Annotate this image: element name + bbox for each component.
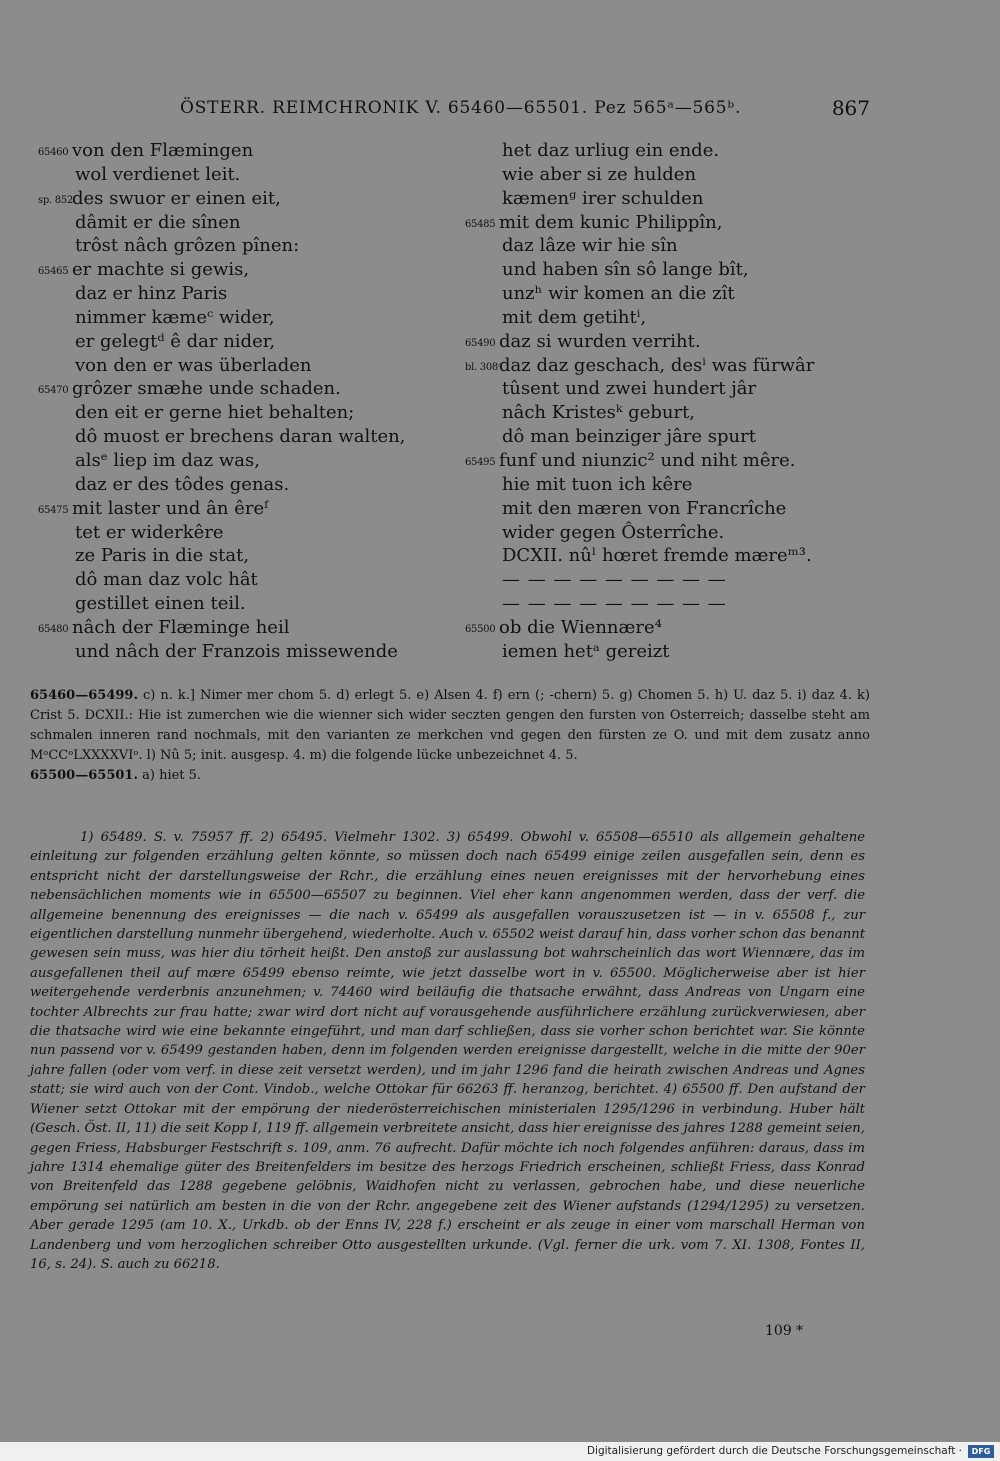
verse-line	[38, 234, 458, 258]
verse-text: ze Paris in die stat,	[75, 545, 250, 567]
verse-line	[465, 282, 865, 306]
line-number: 65475	[38, 504, 69, 516]
verse-line	[38, 377, 458, 401]
verse-text: — — — — — — — — —	[502, 593, 727, 615]
verse-line	[465, 354, 865, 378]
verse-line	[38, 544, 458, 568]
verse-column-right	[465, 139, 865, 664]
verse-text: tûsent und zwei hundert jâr	[502, 378, 757, 400]
verse-line	[38, 139, 458, 163]
verse-line	[38, 616, 458, 640]
verse-line	[38, 282, 458, 306]
apparatus-range: 65460—65499.	[30, 688, 138, 703]
verse-line	[465, 521, 865, 545]
verse-text: dô man daz volc hât	[75, 569, 258, 591]
verse-line	[465, 163, 865, 187]
verse-line	[465, 187, 865, 211]
verse-line	[38, 473, 458, 497]
verse-line	[465, 616, 865, 640]
verse-line	[38, 354, 458, 378]
verse-line	[38, 449, 458, 473]
verse-line	[465, 377, 865, 401]
digitization-footer	[0, 1442, 1000, 1461]
verse-line	[465, 258, 865, 282]
dfg-logo: DFG	[968, 1445, 994, 1458]
verse-line	[465, 401, 865, 425]
apparatus-text: a) hiet 5.	[142, 768, 202, 783]
verse-text: het daz urliug ein ende.	[502, 140, 720, 161]
line-number: sp. 852	[38, 194, 73, 206]
page-number: 867	[831, 96, 870, 120]
verse-line	[465, 211, 865, 235]
verse-text: des swuor er einen eit,	[72, 187, 281, 209]
verse-text: mit den mæren von Francrîche	[502, 497, 787, 519]
line-number: 65490	[465, 337, 496, 349]
verse-text: dô muost er brechens daran walten,	[75, 426, 406, 448]
verse-line	[465, 544, 865, 568]
footer-credit: Digitalisierung gefördert durch die Deutsche Forschungsgemeinschaft ·	[586, 1445, 962, 1457]
verse-text: daz er hinz Paris	[75, 283, 228, 305]
verse-line	[38, 497, 458, 521]
signature-mark: 109 *	[765, 1323, 804, 1339]
verse-text: daz daz geschach, desⁱ was fürwâr	[499, 354, 815, 376]
verse-column-left	[38, 139, 458, 664]
verse-text: daz lâze wir hie sîn	[502, 235, 678, 257]
verse-line	[38, 163, 458, 187]
apparatus-text: c) n. k.] Nimer mer chom 5. d) erlegt 5. e) Alsen 4. f) ern (; -chern) 5. g) Chomen 5. h) U. daz 5. i) daz 4. k) Crist 5. DCXII.: Hie ist zumerchen wie die wienner sich wider seczten gengen den fursten von Osterreich; dasselbe steht am schmalen inneren rand nochmals, mit den varianten ze merkchen vnd gegen den fürsten ze O. und mit dem zusatz anno MᵒCCᵒLXXXXVIᵒ. l) Nû 5; init. ausgesp. 4. m) die folgende lücke unbezeichnet 4. 5.	[30, 688, 870, 763]
line-number: 65485	[465, 218, 496, 230]
line-number: 65500	[465, 623, 496, 635]
line-number: 65470	[38, 385, 69, 397]
verse-text: wol verdienet leit.	[75, 163, 241, 185]
line-number: 65465	[38, 266, 69, 278]
verse-line	[465, 568, 865, 592]
verse-text: hie mit tuon ich kêre	[502, 473, 693, 495]
verse-text: wider gegen Ôsterrîche.	[502, 521, 725, 543]
verse-line	[465, 473, 865, 497]
verse-text: von den Flæmingen	[72, 140, 254, 161]
verse-line	[38, 592, 458, 616]
verse-text: tet er widerkêre	[75, 521, 224, 543]
line-number: 65495	[465, 456, 496, 468]
line-number: bl. 308ᵃ	[465, 361, 502, 373]
verse-line	[38, 330, 458, 354]
verse-text: wie aber si ze hulden	[502, 163, 697, 185]
verse-line	[38, 306, 458, 330]
verse-text: er machte si gewis,	[72, 259, 250, 281]
verse-line	[465, 234, 865, 258]
verse-text: ob die Wiennære⁴	[499, 616, 662, 638]
verse-line	[465, 592, 865, 616]
verse-text: dâmit er die sînen	[75, 211, 241, 233]
verse-text: und haben sîn sô lange bît,	[502, 259, 749, 281]
verse-line	[465, 306, 865, 330]
verse-line	[465, 139, 865, 163]
verse-text: er gelegtᵈ ê dar nider,	[75, 330, 276, 352]
verse-line	[38, 425, 458, 449]
verse-line	[38, 640, 458, 664]
running-header	[180, 98, 870, 124]
verse-line	[38, 211, 458, 235]
verse-text: daz si wurden verriht.	[499, 330, 701, 352]
verse-text: mit dem kunic Philippîn,	[499, 211, 723, 233]
verse-line	[465, 330, 865, 354]
verse-text: DCXII. nûˡ hœret fremde mæreᵐ³.	[502, 545, 812, 567]
apparatus-range: 65500—65501.	[30, 768, 138, 783]
verse-text: unzʰ wir komen an die zît	[502, 283, 735, 305]
line-number: 65460	[38, 147, 69, 158]
verse-line	[38, 568, 458, 592]
verse-line	[465, 640, 865, 664]
verse-text: trôst nâch grôzen pînen:	[75, 235, 300, 257]
verse-text: kæmenᵍ irer schulden	[502, 187, 704, 209]
line-number: 65480	[38, 623, 69, 635]
verse-text: daz er des tôdes genas.	[75, 473, 290, 495]
verse-text: dô man beinziger jâre spurt	[502, 426, 756, 448]
verse-text: mit laster und ân êreᶠ	[72, 497, 269, 519]
verse-text: gestillet einen teil.	[75, 593, 246, 615]
running-title: ÖSTERR. REIMCHRONIK V. 65460—65501. Pez 565ᵃ—565ᵇ.	[180, 98, 742, 118]
verse-text: den eit er gerne hiet behalten;	[75, 402, 355, 424]
verse-text: nâch Kristesᵏ geburt,	[502, 402, 696, 424]
verse-line	[465, 425, 865, 449]
verse-text: nimmer kæmeᶜ wider,	[75, 306, 275, 328]
verse-line	[38, 401, 458, 425]
verse-line	[38, 521, 458, 545]
verse-text: von den er was überladen	[75, 354, 312, 376]
verse-text: funf und niunzic² und niht mêre.	[499, 449, 796, 471]
verse-text: nâch der Flæminge heil	[72, 616, 290, 638]
verse-text: alsᵉ liep im daz was,	[75, 449, 260, 471]
verse-line	[465, 449, 865, 473]
verse-text: mit dem getihtⁱ,	[502, 306, 647, 328]
critical-apparatus	[30, 686, 870, 786]
verse-text: und nâch der Franzois missewende	[75, 640, 398, 662]
verse-line	[38, 258, 458, 282]
footnotes	[30, 828, 865, 1274]
verse-line	[465, 497, 865, 521]
verse-text: iemen hetᵃ gereizt	[502, 640, 670, 662]
verse-line	[38, 187, 458, 211]
verse-text: grôzer smæhe unde schaden.	[72, 378, 341, 400]
verse-text: — — — — — — — — —	[502, 569, 727, 591]
footnote-text: 1) 65489. S. v. 75957 ff. 2) 65495. Vielmehr 1302. 3) 65499. Obwohl v. 65508—65510 als allgemein gehaltene einleitung zur folgenden erzählung gelten könnte, so müssen doch nach 65499 einige zeilen ausgefallen sein, denn es entspricht nicht der darstellungsweise der Rchr., die erzählung eines neuen ereignisses mit der hervorhebung eines nebensächlichen moments wie in 65500—65507 zu beginnen. Viel eher kann angenommen werden, dass der verf. die allgemeine benennung des ereignisses — die nach v. 65499 als ausgefallen vorauszusetzen ist — in v. 65508 f., zur eigentlichen darstellung nunmehr übergehend, wiederholte. Auch v. 65502 weist darauf hin, dass vorher schon das benannt gewesen sein muss, was hier diu törheit heißt. Den anstoß zur auslassung bot wahrscheinlich das wort Wiennære, das im ausgefallenen theil auf mære 65499 ebenso reimte, wie jetzt dasselbe wort in v. 65500. Möglicherweise aber ist hier weitergehende verderbnis anzunehmen; v. 74460 wird beiläufig die thatsache erwähnt, dass Andreas von Ungarn eine tochter Albrechts zur frau hatte; zwar wird dort nicht auf vorausgehende ausführlichere erzählung zurückverwiesen, aber die thatsache wird wie eine bekannte eingeführt, und man darf schließen, dass sie vorher schon berichtet war. Sie könnte nun passend vor v. 65499 gestanden haben, denn im folgenden werden ereignisse dargestellt, welche in die mitte der 90er jahre fallen (oder vom verf. in diese zeit versetzt werden), und im jahr 1296 fand die heirath zwischen Andreas und Agnes statt; sie wird auch von der Cont. Vindob., welche Ottokar für 66263 ff. heranzog, berichtet. 4) 65500 ff. Den aufstand der Wiener setzt Ottokar mit der empörung der niederösterreichischen ministerialen 1295/1296 in verbindung. Huber hält (Gesch. Öst. II, 11) die seit Kopp I, 119 ff. allgemein verbreitete ansicht, dass hier ereignisse des jahres 1288 gemeint seien, gegen Friess, Habsburger Festschrift s. 109, anm. 76 aufrecht. Dafür möchte ich noch folgendes anführen: daraus, dass im jahre 1314 ehemalige güter des Breitenfelders im besitze des herzogs Friedrich erscheinen, schließt Friess, dass Konrad von Breitenfeld das 1288 gegebene gelöbnis, Waidhofen nicht zu verlassen, gebrochen habe, und diese neuerliche empörung sei natürlich am besten in die von der Rchr. angegebene zeit des Wiener aufstands (1294/1295) zu versetzen. Aber gerade 1295 (am 10. X., Urkdb. ob der Enns IV, 228 f.) erscheint er als zeuge in einer vom marschall Herman von Landenberg und vom herzoglichen schreiber Otto ausgestellten urkunde. (Vgl. ferner die urk. vom 7. XI. 1308, Fontes II, 16, s. 24). S. auch zu 66218.	[30, 830, 865, 1272]
